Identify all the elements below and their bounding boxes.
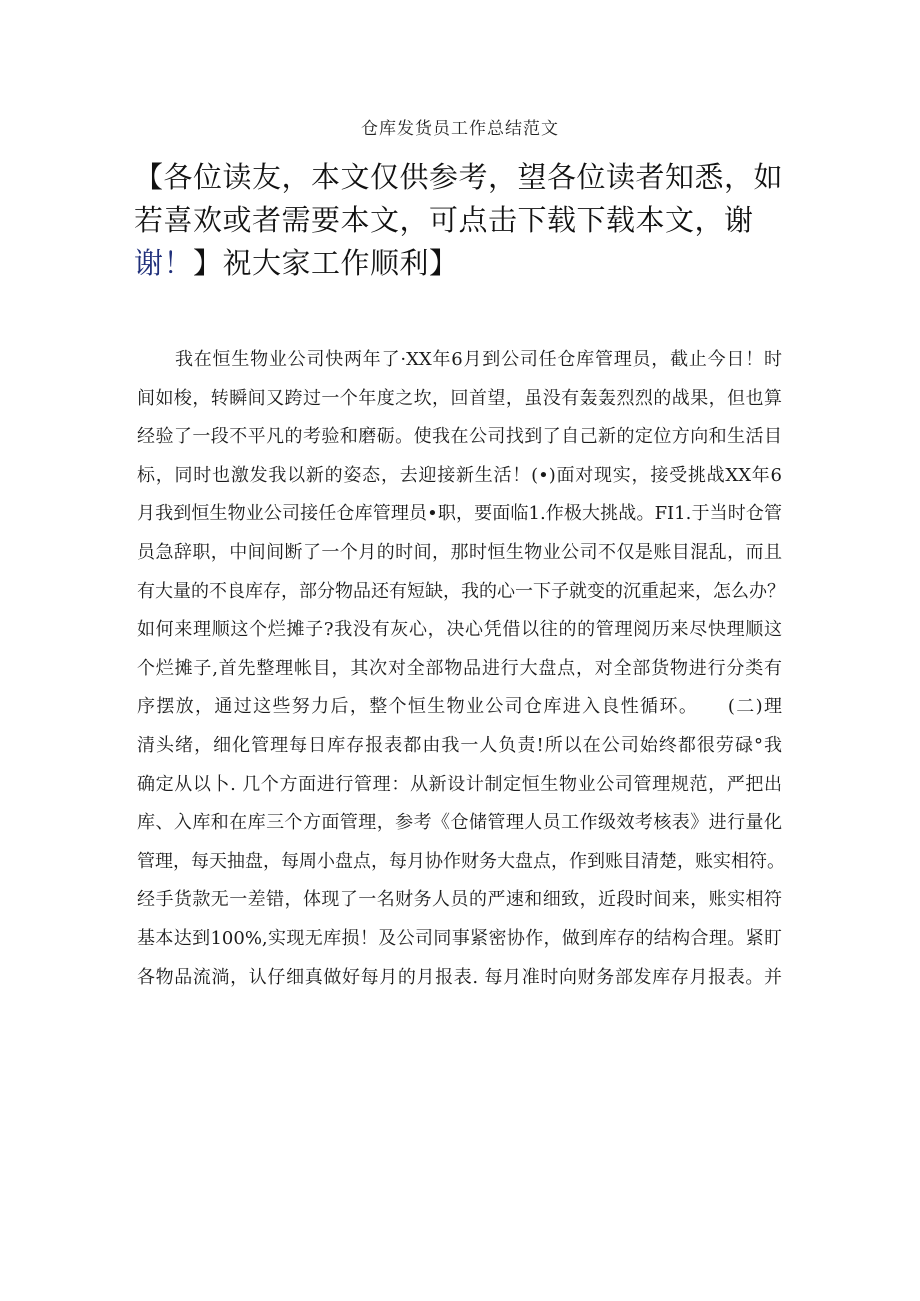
- body-line: 库、入库和在库三个方面管理，参考《仓储管理人员工作级效考核表》进行量化: [137, 812, 782, 834]
- body-line: 我在恒生物业公司快两年了·XX年6月到公司任仓库管理员，截止今日！时: [175, 349, 782, 370]
- body-line: 标，同时也激发我以新的姿态，去迎接新生活！(•)面对现实，接受挑战XX年6: [137, 464, 782, 486]
- reader-notice: [134, 156, 784, 285]
- notice-highlight-text: 谢！: [134, 246, 194, 280]
- body-line: 基本达到100%,实现无库损！及公司同事紧密协作，做到库存的结构合理。紧盯: [137, 927, 782, 949]
- body-line: 管理，每天抽盘，每周小盘点，每月协作财务大盘点，作到账目清楚，账实相符。: [137, 850, 785, 872]
- body-paragraph: [137, 341, 785, 997]
- body-line: 清头绪，细化管理每日库存报表都由我一人负责!所以在公司始终都很劳碌°我: [137, 734, 782, 756]
- body-line: 如何来理顺这个烂摊子?我没有灰心，决心凭借以往的的管理阅历来尽快理顺这: [137, 619, 782, 641]
- notice-line-3: [134, 242, 784, 285]
- body-line: 月我到恒生物业公司接任仓库管理员•职，要面临1.作极大挑战。FI1.于当时仓管: [137, 503, 782, 525]
- notice-line-3-rest: 】祝大家工作顺利】: [193, 246, 459, 280]
- body-line: 序摆放，通过这些努力后，整个恒生物业公司仓库进入良性循环。 (二)理: [137, 696, 782, 718]
- body-line: 有大量的不良库存，部分物品还有短缺，我的心一下子就变的沉重起来，怎么办？: [137, 580, 785, 602]
- body-line: 员急辞职，中间间断了一个月的时间，那时恒生物业公司不仅是账目混乱，而且: [137, 541, 782, 563]
- body-line: 经验了一段不平凡的考验和磨砺。使我在公司找到了自己新的定位方向和生活目: [137, 426, 782, 448]
- document-title: 仓库发货员工作总结范文: [361, 119, 559, 139]
- body-line: 个烂摊子,首先整理帐目，其次对全部物品进行大盘点，对全部货物进行分类有: [137, 657, 782, 679]
- body-line: 各物品流淌，认仔细真做好每月的月报表. 每月准时向财务部发库存月报表。并: [137, 966, 782, 988]
- body-line: 间如梭，转瞬间又跨过一个年度之坎，回首望，虽没有轰轰烈烈的战果，但也算: [137, 387, 782, 409]
- body-line: 经手货款无一差错，体现了一名财务人员的严速和细致，近段时间来，账实相符: [137, 889, 782, 911]
- body-line: 确定从以卜. 几个方面进行管理：从新设计制定恒生物业公司管理规范，严把出: [137, 773, 782, 795]
- notice-line-2: 若喜欢或者需要本文，可点击下载下载本文，谢: [134, 203, 754, 237]
- notice-line-1: 【各位读友，本文仅供参考，望各位读者知悉，如: [134, 160, 784, 194]
